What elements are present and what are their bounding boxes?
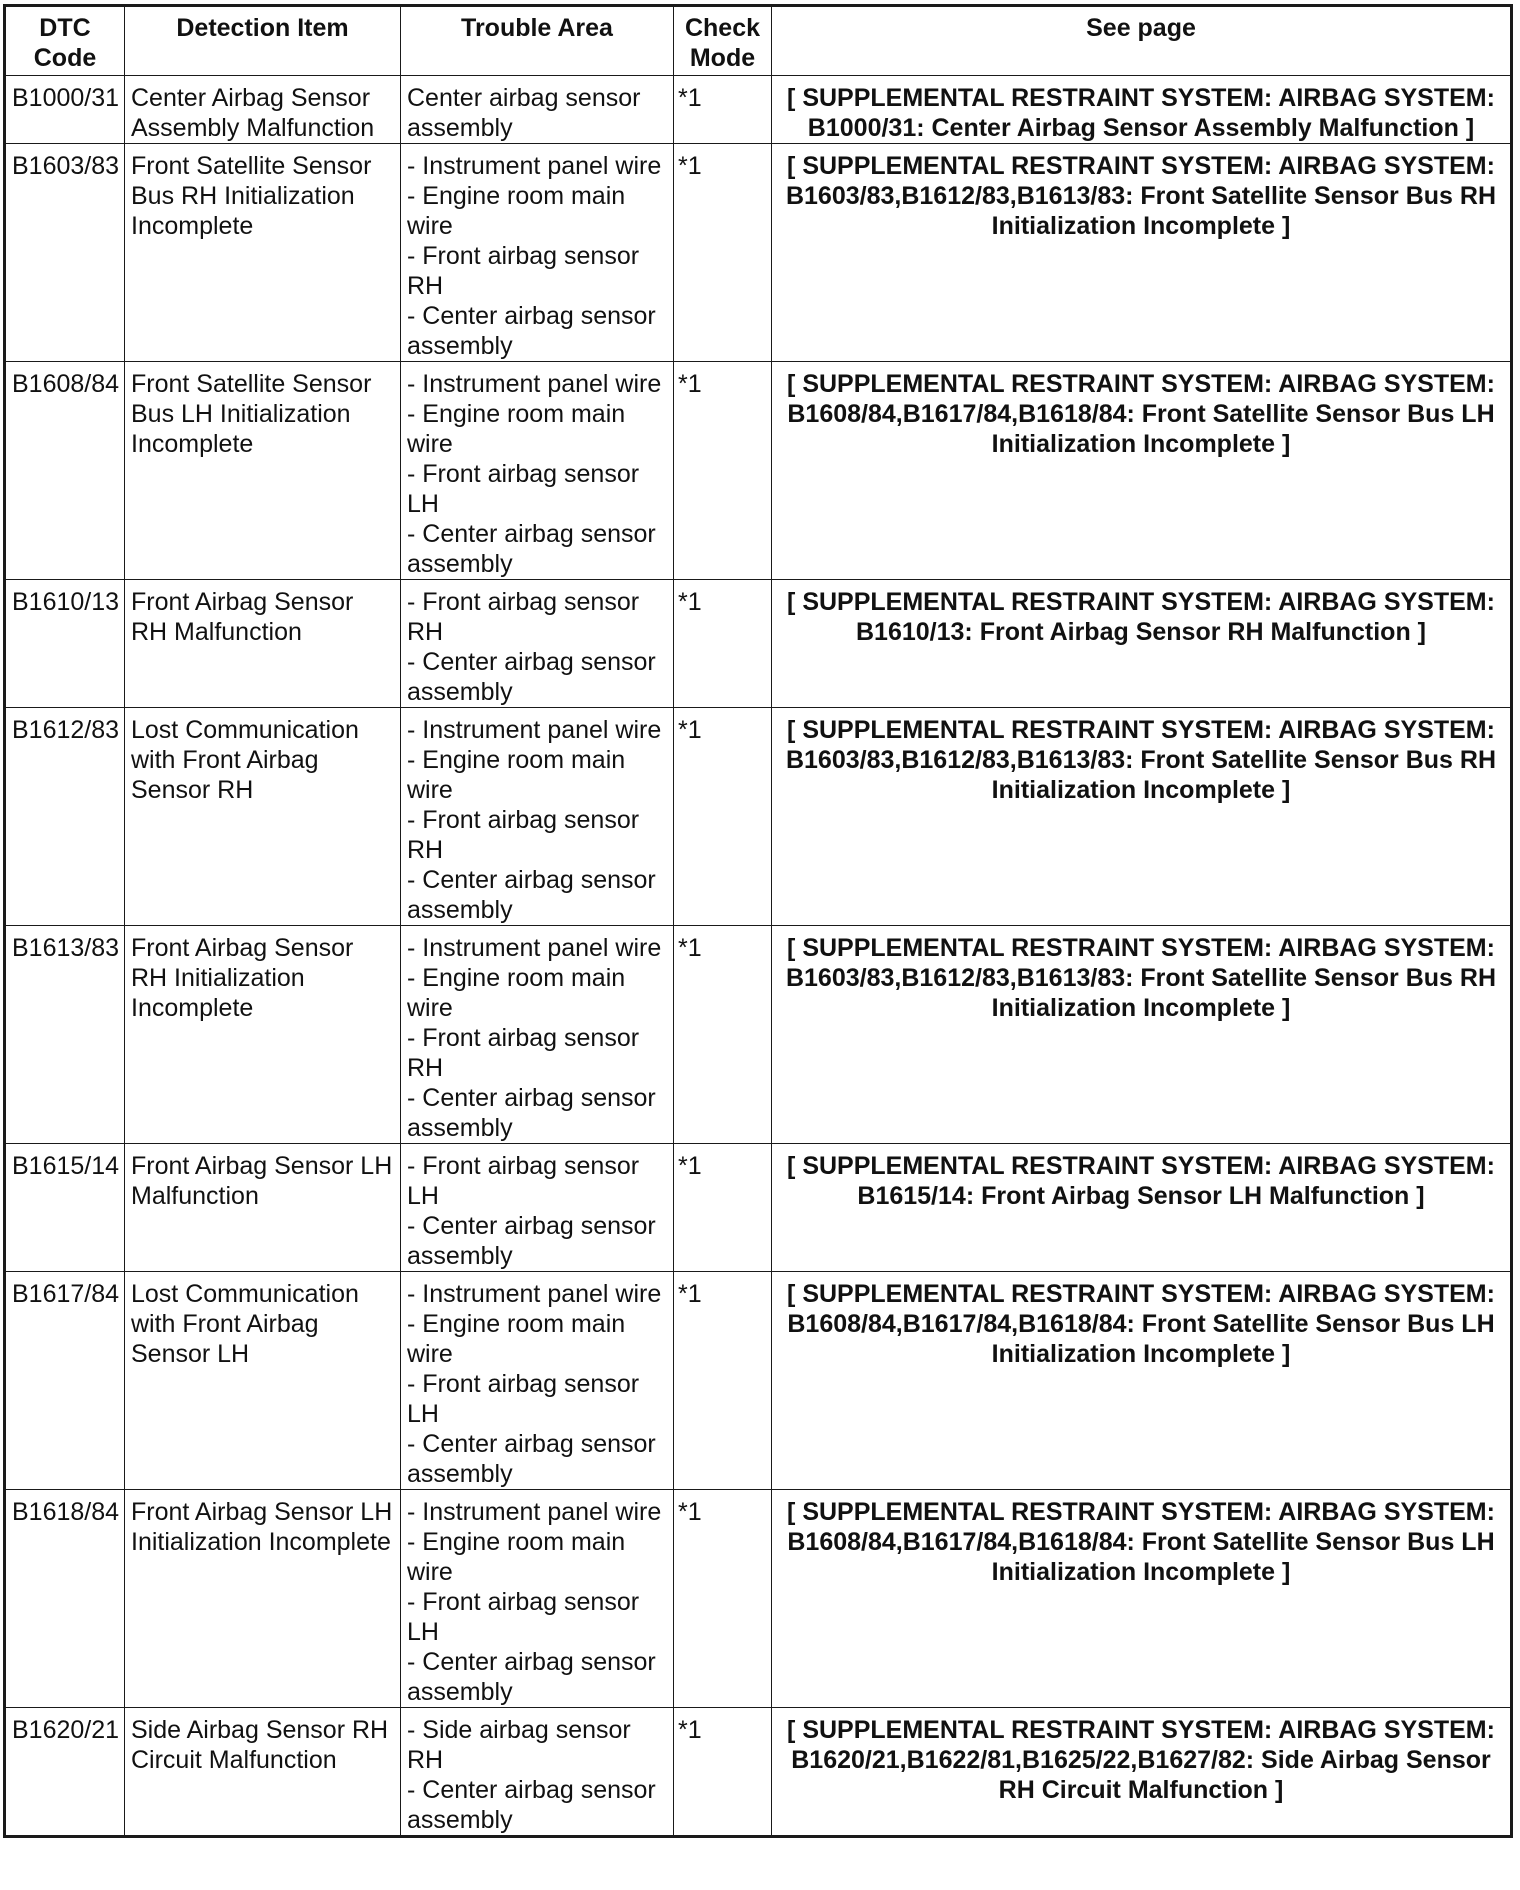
table-header	[5, 6, 1512, 76]
trouble-area-line: - Center airbag sensor assembly	[407, 1212, 656, 1270]
detection-item-cell: Front Satellite Sensor Bus RH Initialization Incomplete	[125, 144, 401, 362]
header-dtc-code: DTC Code	[5, 6, 125, 76]
table-row	[5, 1490, 1512, 1708]
detection-item-cell: Front Airbag Sensor RH Malfunction	[125, 580, 401, 708]
trouble-area-line: - Instrument panel wire	[407, 716, 662, 744]
trouble-area-cell	[401, 580, 674, 708]
trouble-area-line: - Engine room main wire	[407, 964, 626, 1022]
trouble-area-line: - Engine room main wire	[407, 746, 626, 804]
header-see-page: See page	[772, 6, 1512, 76]
check-mode-cell: *1	[674, 1708, 772, 1837]
check-mode-cell: *1	[674, 1144, 772, 1272]
check-mode-cell: *1	[674, 1490, 772, 1708]
dtc-code-cell: B1610/13	[5, 580, 125, 708]
table-row	[5, 1708, 1512, 1837]
check-mode-cell: *1	[674, 926, 772, 1144]
trouble-area-line: - Front airbag sensor RH	[407, 1024, 640, 1082]
dtc-code-cell: B1603/83	[5, 144, 125, 362]
check-mode-cell: *1	[674, 76, 772, 144]
header-trouble-area: Trouble Area	[401, 6, 674, 76]
trouble-area-line: - Instrument panel wire	[407, 370, 662, 398]
trouble-area-line: - Front airbag sensor LH	[407, 1588, 640, 1646]
see-page-link[interactable]: [ SUPPLEMENTAL RESTRAINT SYSTEM: AIRBAG SYSTEM: B1603/83,B1612/83,B1613/83: Front Satellite Sensor Bus RH Initialization Incomplete ]	[772, 708, 1512, 926]
table-row	[5, 926, 1512, 1144]
see-page-link[interactable]: [ SUPPLEMENTAL RESTRAINT SYSTEM: AIRBAG SYSTEM: B1620/21,B1622/81,B1625/22,B1627/82: Side Airbag Sensor RH Circuit Malfunction ]	[772, 1708, 1512, 1837]
table-row	[5, 580, 1512, 708]
check-mode-cell: *1	[674, 144, 772, 362]
trouble-area-line: - Center airbag sensor assembly	[407, 520, 656, 578]
detection-item-cell: Lost Communication with Front Airbag Sensor LH	[125, 1272, 401, 1490]
detection-item-cell: Side Airbag Sensor RH Circuit Malfunction	[125, 1708, 401, 1837]
check-mode-cell: *1	[674, 1272, 772, 1490]
header-detection-item: Detection Item	[125, 6, 401, 76]
table-body	[5, 76, 1512, 1837]
trouble-area-line: - Center airbag sensor assembly	[407, 1648, 656, 1706]
trouble-area-cell	[401, 76, 674, 144]
trouble-area-line: - Instrument panel wire	[407, 934, 662, 962]
trouble-area-line: - Engine room main wire	[407, 400, 626, 458]
trouble-area-cell	[401, 1490, 674, 1708]
trouble-area-line: - Center airbag sensor assembly	[407, 648, 656, 706]
trouble-area-line: - Front airbag sensor LH	[407, 1370, 640, 1428]
trouble-area-line: - Front airbag sensor RH	[407, 806, 640, 864]
trouble-area-line: - Front airbag sensor RH	[407, 588, 640, 646]
trouble-area-line: - Center airbag sensor assembly	[407, 1776, 656, 1834]
detection-item-cell: Center Airbag Sensor Assembly Malfunction	[125, 76, 401, 144]
see-page-link[interactable]: [ SUPPLEMENTAL RESTRAINT SYSTEM: AIRBAG SYSTEM: B1603/83,B1612/83,B1613/83: Front Satellite Sensor Bus RH Initialization Incomplete ]	[772, 926, 1512, 1144]
table-row	[5, 708, 1512, 926]
check-mode-cell: *1	[674, 580, 772, 708]
detection-item-cell: Front Satellite Sensor Bus LH Initialization Incomplete	[125, 362, 401, 580]
see-page-link[interactable]: [ SUPPLEMENTAL RESTRAINT SYSTEM: AIRBAG SYSTEM: B1608/84,B1617/84,B1618/84: Front Satellite Sensor Bus LH Initialization Incomplete ]	[772, 362, 1512, 580]
trouble-area-line: - Instrument panel wire	[407, 152, 662, 180]
table-row	[5, 362, 1512, 580]
trouble-area-line: - Engine room main wire	[407, 1528, 626, 1586]
see-page-link[interactable]: [ SUPPLEMENTAL RESTRAINT SYSTEM: AIRBAG SYSTEM: B1000/31: Center Airbag Sensor Assembly Malfunction ]	[772, 76, 1512, 144]
header-check-mode: Check Mode	[674, 6, 772, 76]
table-row	[5, 1144, 1512, 1272]
trouble-area-line: - Instrument panel wire	[407, 1498, 662, 1526]
trouble-area-line: - Center airbag sensor assembly	[407, 1430, 656, 1488]
dtc-code-cell: B1617/84	[5, 1272, 125, 1490]
trouble-area-line: - Engine room main wire	[407, 1310, 626, 1368]
trouble-area-cell	[401, 708, 674, 926]
dtc-table	[3, 4, 1513, 1838]
trouble-area-cell	[401, 926, 674, 1144]
dtc-code-cell: B1608/84	[5, 362, 125, 580]
see-page-link[interactable]: [ SUPPLEMENTAL RESTRAINT SYSTEM: AIRBAG SYSTEM: B1603/83,B1612/83,B1613/83: Front Satellite Sensor Bus RH Initialization Incomplete ]	[772, 144, 1512, 362]
trouble-area-cell	[401, 1708, 674, 1837]
check-mode-cell: *1	[674, 708, 772, 926]
trouble-area-cell	[401, 1272, 674, 1490]
dtc-table-container	[3, 4, 1513, 1838]
detection-item-cell: Lost Communication with Front Airbag Sensor RH	[125, 708, 401, 926]
trouble-area-line: - Center airbag sensor assembly	[407, 1084, 656, 1142]
dtc-code-cell: B1618/84	[5, 1490, 125, 1708]
trouble-area-line: - Front airbag sensor LH	[407, 1152, 640, 1210]
see-page-link[interactable]: [ SUPPLEMENTAL RESTRAINT SYSTEM: AIRBAG SYSTEM: B1608/84,B1617/84,B1618/84: Front Satellite Sensor Bus LH Initialization Incomplete ]	[772, 1490, 1512, 1708]
trouble-area-line: - Side airbag sensor RH	[407, 1716, 631, 1774]
table-row	[5, 1272, 1512, 1490]
detection-item-cell: Front Airbag Sensor LH Malfunction	[125, 1144, 401, 1272]
trouble-area-cell	[401, 1144, 674, 1272]
dtc-code-cell: B1620/21	[5, 1708, 125, 1837]
trouble-area-line: - Front airbag sensor LH	[407, 460, 640, 518]
dtc-code-cell: B1613/83	[5, 926, 125, 1144]
dtc-code-cell: B1612/83	[5, 708, 125, 926]
see-page-link[interactable]: [ SUPPLEMENTAL RESTRAINT SYSTEM: AIRBAG SYSTEM: B1608/84,B1617/84,B1618/84: Front Satellite Sensor Bus LH Initialization Incomplete ]	[772, 1272, 1512, 1490]
detection-item-cell: Front Airbag Sensor LH Initialization Incomplete	[125, 1490, 401, 1708]
dtc-code-cell: B1615/14	[5, 1144, 125, 1272]
see-page-link[interactable]: [ SUPPLEMENTAL RESTRAINT SYSTEM: AIRBAG SYSTEM: B1610/13: Front Airbag Sensor RH Malfunction ]	[772, 580, 1512, 708]
trouble-area-line: - Instrument panel wire	[407, 1280, 662, 1308]
table-row	[5, 76, 1512, 144]
trouble-area-cell	[401, 144, 674, 362]
header-row	[5, 6, 1512, 76]
trouble-area-line: - Center airbag sensor assembly	[407, 302, 656, 360]
table-row	[5, 144, 1512, 362]
trouble-area-line: - Engine room main wire	[407, 182, 626, 240]
trouble-area-line: - Front airbag sensor RH	[407, 242, 640, 300]
dtc-code-cell: B1000/31	[5, 76, 125, 144]
trouble-area-line: - Center airbag sensor assembly	[407, 866, 656, 924]
trouble-area-line: Center airbag sensor assembly	[407, 84, 641, 142]
detection-item-cell: Front Airbag Sensor RH Initialization Incomplete	[125, 926, 401, 1144]
check-mode-cell: *1	[674, 362, 772, 580]
see-page-link[interactable]: [ SUPPLEMENTAL RESTRAINT SYSTEM: AIRBAG SYSTEM: B1615/14: Front Airbag Sensor LH Malfunction ]	[772, 1144, 1512, 1272]
trouble-area-cell	[401, 362, 674, 580]
